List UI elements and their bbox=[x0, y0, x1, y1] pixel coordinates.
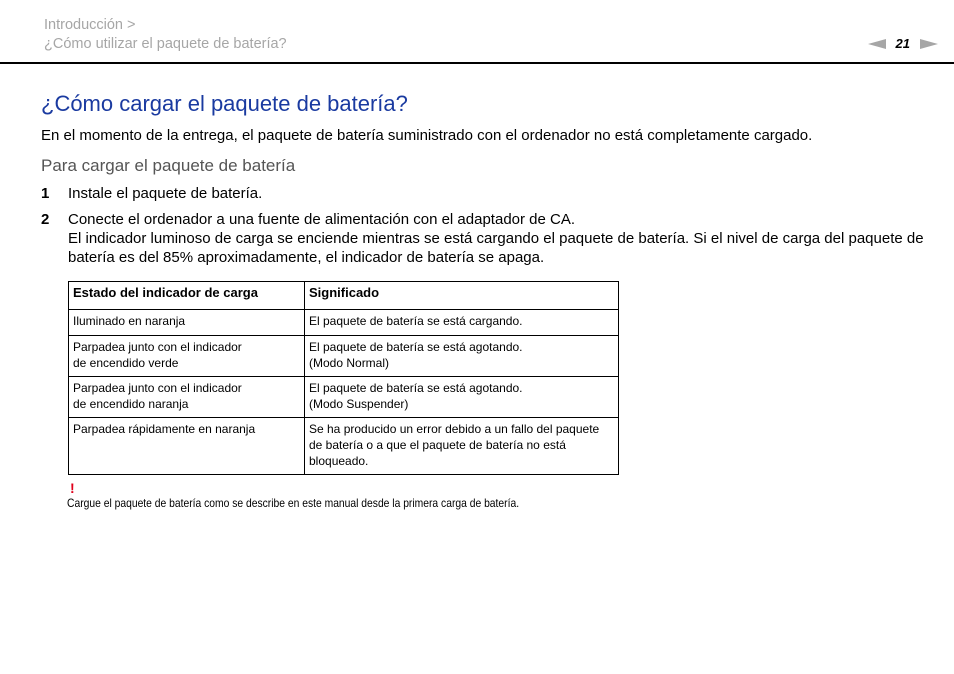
cell-line: El paquete de batería se está cargando. bbox=[309, 314, 523, 328]
cell-meaning bbox=[305, 336, 619, 377]
step-number: 1 bbox=[41, 185, 50, 202]
intro-paragraph: En el momento de la entrega, el paquete de batería suministrado con el ordenador no está completamente cargado. bbox=[41, 127, 813, 144]
cell-line: El paquete de batería se está agotando. bbox=[309, 381, 523, 395]
table-row bbox=[69, 310, 619, 336]
cell-line: de batería o a que el paquete de batería no está bbox=[309, 438, 566, 452]
procedure-subtitle: Para cargar el paquete de batería bbox=[41, 156, 296, 175]
cell-line: Iluminado en naranja bbox=[73, 314, 186, 328]
cell-meaning bbox=[305, 418, 619, 475]
page-navigation bbox=[868, 36, 938, 51]
note-text: Cargue el paquete de batería como se describe en este manual desde la primera carga de batería. bbox=[67, 496, 520, 510]
table-row bbox=[69, 418, 619, 475]
cell-line: de encendido verde bbox=[73, 356, 179, 370]
cell-line: Parpadea rápidamente en naranja bbox=[73, 422, 256, 436]
next-page-arrow-icon[interactable] bbox=[920, 39, 938, 49]
breadcrumb-link-introduccion[interactable]: Introducción > bbox=[44, 17, 136, 33]
cell-meaning bbox=[305, 377, 619, 418]
page-number: 21 bbox=[895, 36, 910, 51]
cell-line: (Modo Suspender) bbox=[309, 397, 409, 411]
cell-line: El paquete de batería se está agotando. bbox=[309, 340, 523, 354]
step-text-line: Conecte el ordenador a una fuente de alimentación con el adaptador de CA. bbox=[68, 211, 576, 228]
previous-page-arrow-icon[interactable] bbox=[868, 39, 886, 49]
table-row bbox=[69, 377, 619, 418]
step-number: 2 bbox=[41, 211, 50, 228]
charge-indicator-table bbox=[68, 281, 619, 475]
cell-line: Parpadea junto con el indicador bbox=[73, 381, 242, 395]
cell-line: Se ha producido un error debido a un fallo del paquete bbox=[309, 422, 600, 436]
cell-line: Parpadea junto con el indicador bbox=[73, 340, 242, 354]
step-text bbox=[68, 210, 928, 267]
cell-line: de encendido naranja bbox=[73, 397, 189, 411]
warning-icon: ! bbox=[70, 480, 75, 496]
step-text-detail: El indicador luminoso de carga se enciende mientras se está cargando el paquete de batería. Si el nivel de carga del paquete de batería es del 85% aproximadamente, el indicador de batería se apaga. bbox=[68, 230, 924, 266]
cell-state bbox=[69, 418, 305, 475]
table-row bbox=[69, 336, 619, 377]
column-header-significado: Significado bbox=[305, 282, 619, 310]
breadcrumb bbox=[44, 16, 287, 54]
cell-meaning bbox=[305, 310, 619, 336]
breadcrumb-current-page[interactable]: ¿Cómo utilizar el paquete de batería? bbox=[44, 36, 287, 52]
cell-line: (Modo Normal) bbox=[309, 356, 390, 370]
step-text: Instale el paquete de batería. bbox=[68, 185, 263, 202]
header-divider bbox=[0, 62, 954, 64]
cell-state bbox=[69, 310, 305, 336]
cell-state bbox=[69, 377, 305, 418]
table-header-row bbox=[69, 282, 619, 310]
cell-state bbox=[69, 336, 305, 377]
cell-line: bloqueado. bbox=[309, 454, 369, 468]
section-title: ¿Cómo cargar el paquete de batería? bbox=[41, 91, 408, 116]
column-header-estado: Estado del indicador de carga bbox=[69, 282, 305, 310]
